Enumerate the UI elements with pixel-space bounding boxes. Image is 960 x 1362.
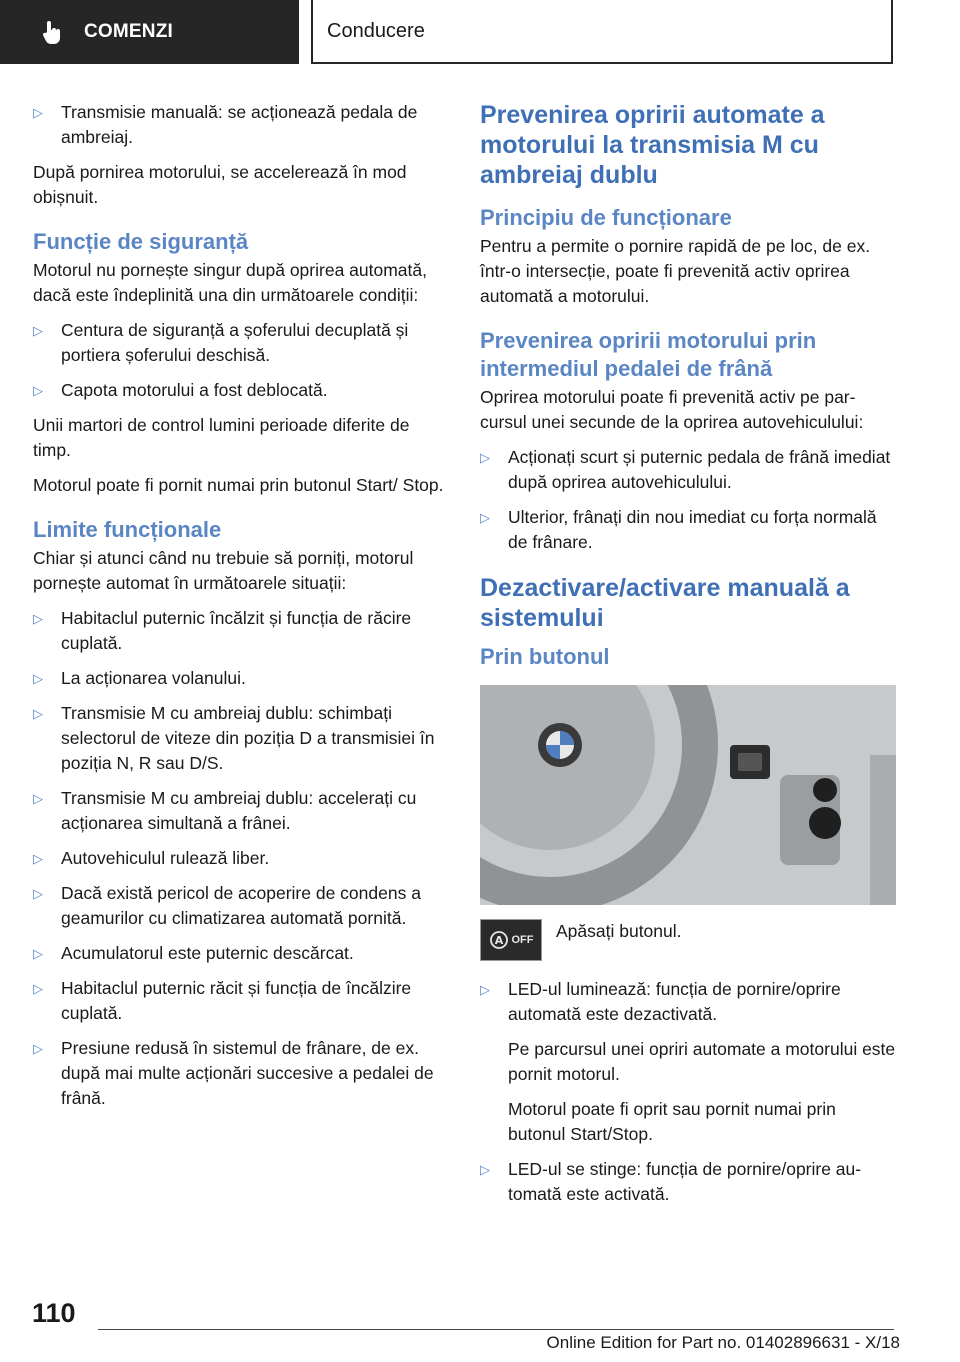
heading-brake-pedal: Prevenirea opririi motorului prin intermediul pedalei de frână [480,328,817,381]
triangle-bullet-icon: ▷ [33,851,43,866]
triangle-bullet-icon: ▷ [33,706,43,721]
paragraph: Unii martori de control lumini perioade diferite de timp. [33,415,410,460]
paragraph: După pornirea motorului, se accelerează în mod obișnuit. [33,162,407,207]
chapter-tab-label: COMENZI [84,21,174,42]
heading-via-button: Prin butonul [480,644,610,669]
triangle-bullet-icon: ▷ [33,671,43,686]
triangle-bullet-icon: ▷ [33,383,43,398]
paragraph: Pentru a permite o pornire rapidă de pe loc, de ex. într-o intersecție, poate fi prevenită activ oprirea automată a motorului. [480,236,871,306]
heading-functional-limits: Limite funcționale [33,517,222,542]
button-off-label: OFF [511,934,534,946]
list-item: ▷ LED-ul se stinge: funcția de pornire/oprire automată este activată. [480,1157,896,1207]
list-item: ▷ Dacă există pericol de acoperire de condens a geamurilor cu climatizarea automată pornită. [33,881,447,931]
steering-wheel-photo [480,685,896,905]
triangle-bullet-icon: ▷ [480,510,490,525]
pointing-hand-icon [40,19,66,45]
list-item: ▷ Presiune redusă în sistemul de frânare, de ex. după mai multe acționări succesive a pedalei de frână. [33,1036,447,1111]
list-item: ▷ Transmisie M cu ambreiaj dublu: schimbați selectorul de viteze din poziția D a transmisiei în poziția N, R sau D/S. [33,701,447,776]
list-item: ▷ Transmisie manuală: se acționează pedala de ambreiaj. [33,100,447,150]
list-item: ▷ Centura de siguranță a șoferului decuplată și portiera șoferului deschisă. [33,318,447,368]
triangle-bullet-icon: ▷ [33,886,43,901]
heading-safety-function: Funcție de siguranță [33,229,249,254]
list-item: ▷ La acționarea volanului. [33,666,447,691]
list-item: ▷ Autovehiculul rulează liber. [33,846,447,871]
list-item: ▷ Transmisie M cu ambreiaj dublu: accelerați cu acționarea simultană a frânei. [33,786,447,836]
list-item: ▷ LED-ul luminează: funcția de pornire/oprire automată este dezactivată. [480,977,896,1027]
list-item: ▷ Acționați scurt și puternic pedala de frână imediat după oprirea autovehiculului. [480,445,896,495]
right-column [480,100,896,1217]
list-item: ▷ Habitaclul puternic răcit și funcția de încălzire cuplată. [33,976,447,1026]
triangle-bullet-icon: ▷ [33,611,43,626]
list-item: ▷ Habitaclul puternic încălzit și funcția de răcire cuplată. [33,606,447,656]
press-button-text: Apăsați butonul. [556,921,682,941]
list-item: ▷ Capota motorului a fost deblocată. [33,378,447,403]
paragraph: Motorul nu pornește singur după oprirea automată, dacă este îndeplinită una din următoarele condiții: [33,260,427,305]
sub-paragraph: Motorul poate fi oprit sau pornit numai prin butonul Start/Stop. [508,1099,836,1144]
triangle-bullet-icon: ▷ [33,323,43,338]
svg-text:A: A [494,934,503,947]
paragraph: Motorul poate fi pornit numai prin butonul Start/ Stop. [33,475,444,495]
triangle-bullet-icon: ▷ [33,1041,43,1056]
triangle-bullet-icon: ▷ [480,1162,490,1177]
paragraph: Oprirea motorului poate fi prevenită activ pe parcursul unei secunde de la oprirea autovehiculului: [480,387,864,432]
list-item: ▷ Acumulatorul este puternic descărcat. [33,941,447,966]
paragraph: Chiar și atunci când nu trebuie să porniți, motorul pornește automat în următoarele situații: [33,548,414,593]
triangle-bullet-icon: ▷ [33,981,43,996]
auto-start-stop-icon [489,930,509,950]
triangle-bullet-icon: ▷ [33,791,43,806]
heading-operating-principle: Principiu de funcționare [480,205,732,230]
triangle-bullet-icon: ▷ [33,946,43,961]
section-title: Conducere [327,19,425,42]
heading-prevent-auto-stop: Prevenirea opririi automate a motorului la transmisia M cu ambreiaj dublu [480,101,825,189]
chapter-tab[interactable] [0,0,299,64]
auto-start-stop-button-row [480,919,896,961]
triangle-bullet-icon: ▷ [480,450,490,465]
heading-manual-toggle: Dezactivare/activare manuală a sistemului [480,574,850,632]
triangle-bullet-icon: ▷ [480,982,490,997]
page-number: 110 [32,1298,76,1328]
footer-edition: Online Edition for Part no. 01402896631 - X/18 [546,1333,900,1352]
left-column [33,100,447,1121]
list-item: ▷ Ulterior, frânați din nou imediat cu forța normală de frânare. [480,505,896,555]
section-header [311,0,893,64]
sub-paragraph: Pe parcursul unei opriri automate a motorului este pornit motorul. [508,1039,896,1084]
triangle-bullet-icon: ▷ [33,105,43,120]
auto-start-stop-off-button[interactable] [480,919,542,961]
footer-divider [98,1329,894,1330]
